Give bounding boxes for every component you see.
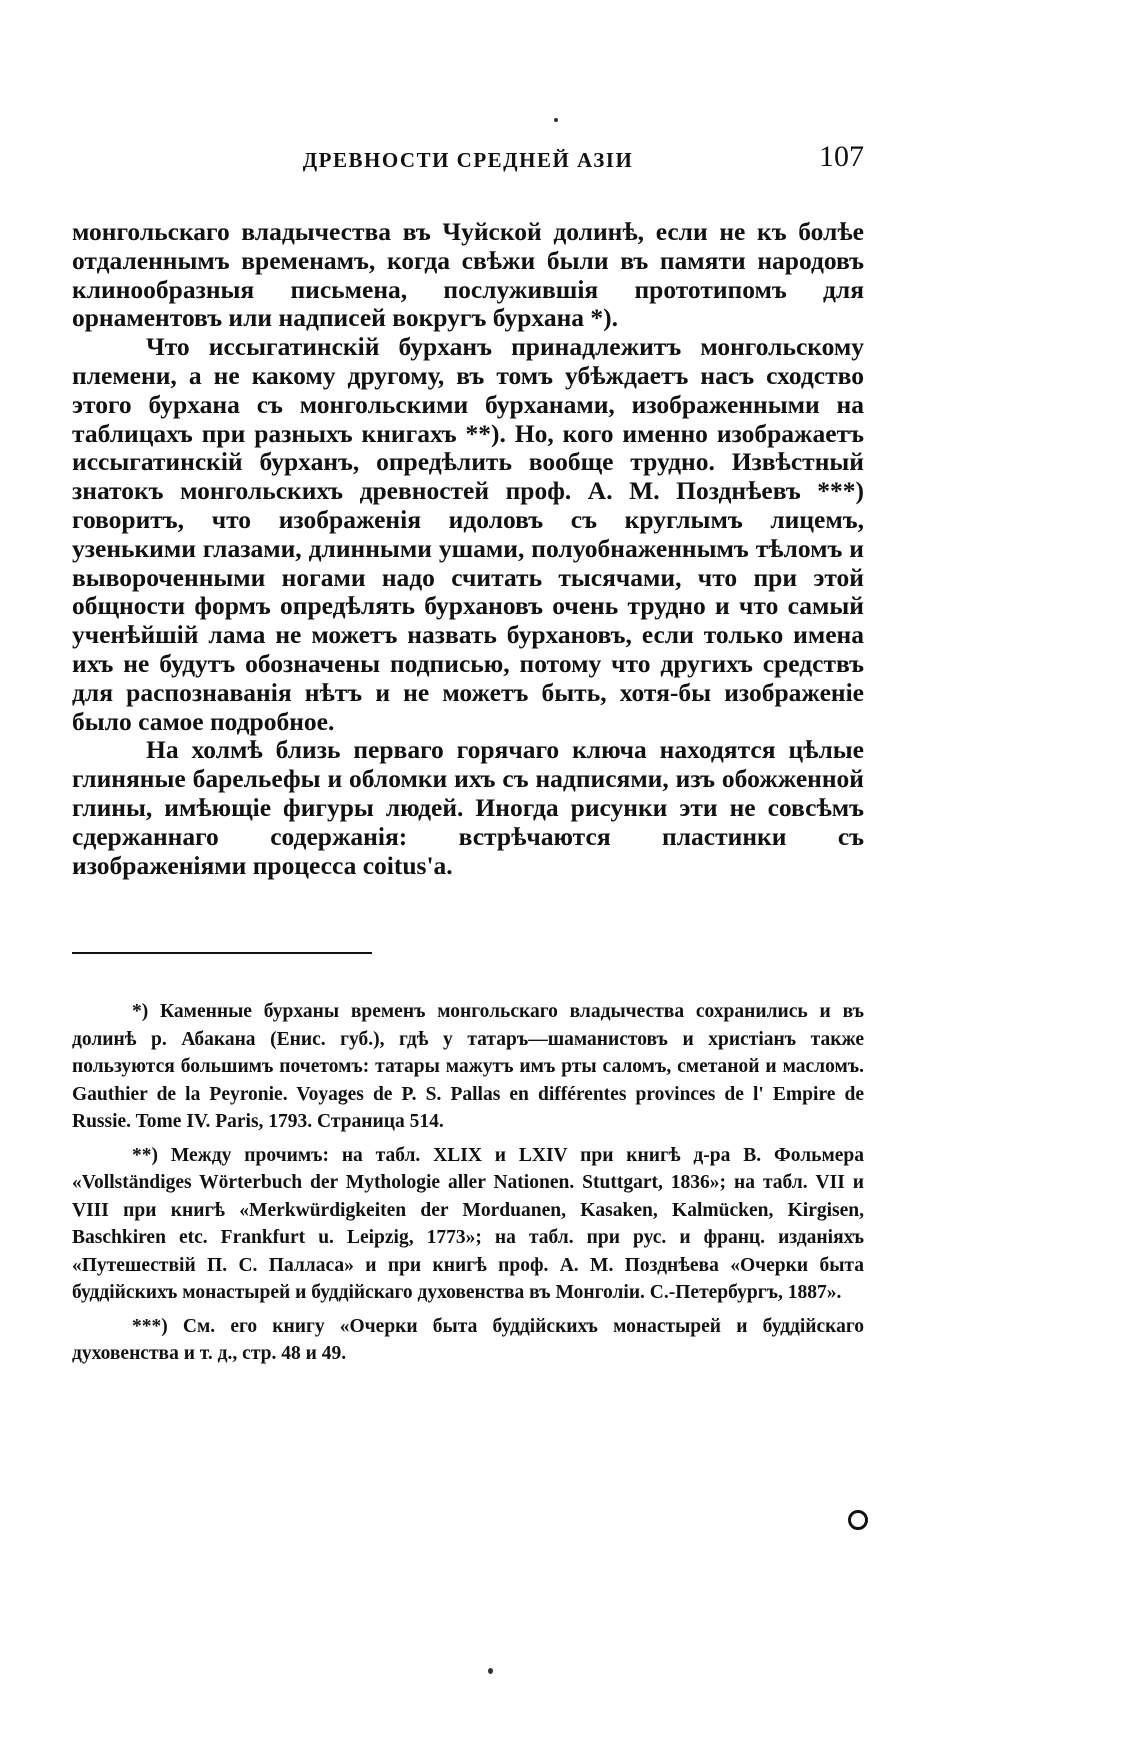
main-text bbox=[72, 218, 864, 880]
footnote-2: **) Между прочимъ: на табл. XLIX и LXIV при книгѣ д-ра В. Фольмера «Vollständiges Wörterbuch der Mythologie aller Nationen. Stuttgart, 1836»; на табл. VII и VIII при книгѣ «Merkwürdigkeiten der Morduanen, Kasaken, Kalmücken, Kirgisen, Baschkiren etc. Frankfurt u. Leipzig, 1773»; на табл. при рус. и франц. изданіяхъ «Путешествій П. С. Палласа» и при книгѣ проф. А. М. Позднѣева «Очерки быта буддійскихъ монастырей и буддійскаго духовенства въ Монголіи. С.-Петербургъ, 1887». bbox=[72, 1144, 864, 1303]
page-number: 107 bbox=[819, 140, 864, 173]
page-header bbox=[72, 140, 864, 184]
ring-mark bbox=[848, 1510, 868, 1530]
footnote-3: ***) См. его книгу «Очерки быта буддійскихъ монастырей и буддійскаго духовенства и т. д., стр. 48 и 49. bbox=[72, 1315, 864, 1364]
paragraph-2: Что иссыгатинскій бурханъ принадлежитъ монгольскому племени, а не какому другому, въ томъ убѣждаетъ насъ сходство этого бурхана съ монгольскими бурханами, изображенными на таблицахъ при разныхъ книгахъ **). Но, кого именно изображаетъ иссыгатинскій бурханъ, опредѣлить вообще трудно. Извѣстный знатокъ монгольскихъ древностей проф. А. М. Позднѣевъ ***) говоритъ, что изображенія идоловъ съ круглымъ лицемъ, узенькими глазами, длинными ушами, полуобнаженнымъ тѣломъ и вывороченными ногами надо считать тысячами, что при этой общности формъ опредѣлять бурхановъ очень трудно и что самый ученѣйшій лама не можетъ назвать бурхановъ, если только имена ихъ не будутъ обозначены подписью, потому что другихъ средствъ для распознаванія нѣтъ и не можетъ быть, хотя-бы изображеніе было самое подробное. bbox=[72, 332, 864, 736]
ink-speck bbox=[488, 1668, 493, 1674]
footnote-separator bbox=[72, 952, 372, 954]
footnote-1: *) Каменные бурханы временъ монгольскаго владычества сохранились и въ долинѣ р. Абакана (Енис. губ.), гдѣ у татаръ—шаманистовъ и христіанъ также пользуются большимъ почетомъ: татары мажутъ имъ рты саломъ, сметаной и масломъ. Gauthier de la Peyronie. Voyages de P. S. Pallas en différentes provinces de l' Empire de Russie. Tome IV. Paris, 1793. Страница 514. bbox=[72, 1001, 864, 1132]
ink-speck bbox=[554, 118, 558, 122]
footnotes bbox=[72, 998, 864, 1368]
paragraph-1: монгольскаго владычества въ Чуйской долинѣ, если не къ болѣе отдаленнымъ временамъ, когда свѣжи были въ памяти народовъ клинообразныя письмена, послужившія прототипомъ для орнаментовъ или надписей вокругъ бурхана *). bbox=[72, 217, 864, 333]
paragraph-3: На холмѣ близь перваго горячаго ключа находятся цѣлые глиняные барельефы и обломки ихъ съ надписями, изъ обожженной глины, имѣющіе фигуры людей. Иногда рисунки эти не совсѣмъ сдержаннаго содержанія: встрѣчаются пластинки съ изображеніями процесса coitus'а. bbox=[72, 735, 864, 880]
running-title: ДРЕВНОСТИ СРЕДНЕЙ АЗІИ bbox=[302, 148, 634, 172]
